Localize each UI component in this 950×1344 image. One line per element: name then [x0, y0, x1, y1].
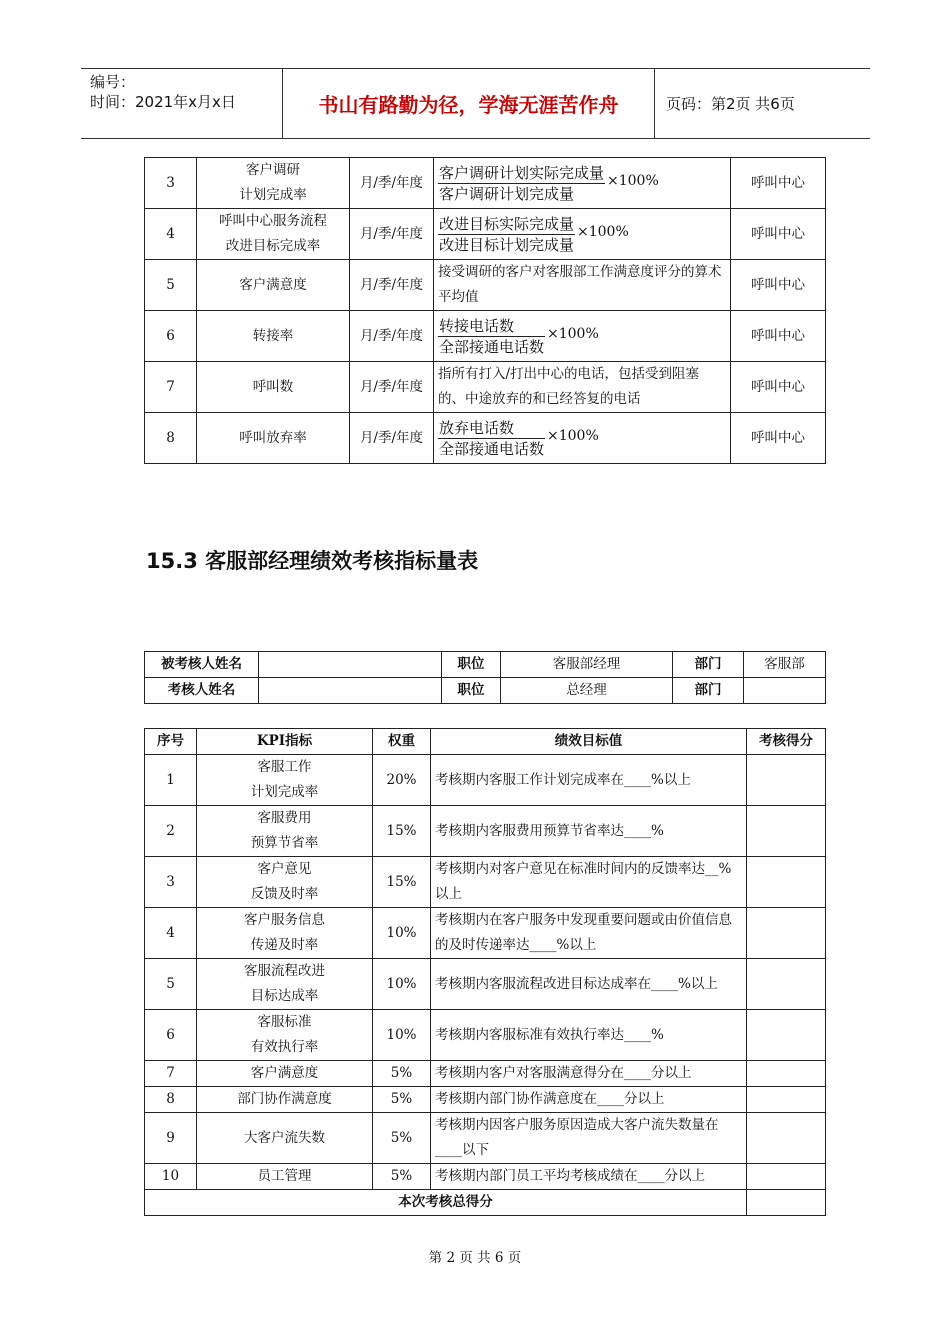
indicator-name [197, 260, 350, 311]
kpi-name [197, 1010, 373, 1061]
total-row [145, 1190, 826, 1216]
number-label: 编号： [90, 73, 136, 91]
indicator-name-line: 客户满意度 [239, 276, 307, 293]
indicator-row [145, 209, 826, 260]
info-row-assessor [145, 678, 826, 704]
indicator-name [197, 158, 350, 209]
kpi-name-line: 传递及时率 [250, 937, 319, 953]
header-page-info: 页码：第2页 共6页 [666, 95, 795, 113]
kpi-weight: 10% [373, 959, 431, 1010]
indicator-name-line: 转接率 [252, 327, 294, 344]
assessment-period: 月/季/年度 [350, 158, 434, 209]
indicator-row [145, 158, 826, 209]
kpi-name [197, 755, 373, 806]
kpi-name-line: 客户意见 [257, 861, 312, 877]
kpi-target: 考核期内在客户服务中发现重要问题或由价值信息的及时传递率达____%以上 [431, 908, 747, 959]
denominator: 客户调研计划完成量 [439, 184, 575, 203]
kpi-weight: 10% [373, 908, 431, 959]
kpi-name [197, 908, 373, 959]
kpi-name-line: 反馈及时率 [250, 886, 319, 902]
kpi-name [197, 857, 373, 908]
assessment-period: 月/季/年度 [350, 311, 434, 362]
kpi-target: 考核期内因客户服务原因造成大客户流失数量在____以下 [431, 1113, 747, 1164]
multiplier: ×100% [547, 428, 599, 444]
kpi-target: 考核期内部门协作满意度在____分以上 [431, 1087, 747, 1113]
formula-cell [434, 311, 731, 362]
header-kpi: KPI指标 [197, 729, 373, 755]
indicator-name-line: 呼叫放弃率 [239, 429, 307, 446]
denominator: 全部接通电话数 [439, 337, 545, 356]
formula-cell [434, 209, 731, 260]
row-number: 4 [145, 209, 197, 260]
kpi-name-line: 客户满意度 [250, 1065, 319, 1081]
kpi-score [747, 1061, 826, 1087]
indicator-name [197, 362, 350, 413]
kpi-weight: 15% [373, 857, 431, 908]
formula-cell [434, 413, 731, 464]
indicator-name [197, 413, 350, 464]
kpi-row [145, 1061, 826, 1087]
info-value [259, 678, 442, 704]
kpi-target: 考核期内客服流程改进目标达成率在____%以上 [431, 959, 747, 1010]
kpi-weight: 10% [373, 1010, 431, 1061]
fraction-body [438, 163, 605, 204]
data-source: 呼叫中心 [731, 260, 826, 311]
formula-cell [434, 260, 731, 311]
indicator-row [145, 413, 826, 464]
kpi-row [145, 959, 826, 1010]
indicator-row [145, 311, 826, 362]
data-source: 呼叫中心 [731, 362, 826, 413]
header-target: 绩效目标值 [431, 729, 747, 755]
kpi-name [197, 1061, 373, 1087]
indicator-table [144, 157, 826, 464]
kpi-score [747, 857, 826, 908]
data-source: 呼叫中心 [731, 311, 826, 362]
kpi-table [144, 728, 826, 1216]
kpi-name-line: 有效执行率 [250, 1039, 319, 1055]
multiplier: ×100% [577, 224, 629, 240]
kpi-row [145, 1087, 826, 1113]
fraction-body [438, 316, 545, 357]
fraction-body [438, 418, 545, 459]
kpi-weight: 5% [373, 1087, 431, 1113]
kpi-name-line: 预算节省率 [250, 835, 319, 851]
formula-text: 指所有打入/打出中心的电话，包括受到阻塞的、中途放弃的和已经答复的电话 [438, 366, 700, 407]
kpi-number: 1 [145, 755, 197, 806]
indicator-row [145, 260, 826, 311]
kpi-score [747, 959, 826, 1010]
info-label: 部门 [673, 652, 744, 678]
kpi-weight: 5% [373, 1113, 431, 1164]
row-number: 8 [145, 413, 197, 464]
kpi-name-line: 部门协作满意度 [237, 1091, 332, 1107]
indicator-name [197, 311, 350, 362]
kpi-name-line: 员工管理 [257, 1168, 312, 1184]
kpi-row [145, 908, 826, 959]
info-value [259, 652, 442, 678]
page-footer: 第 2 页 共 6 页 [428, 1250, 522, 1266]
kpi-score [747, 806, 826, 857]
kpi-score [747, 1087, 826, 1113]
denominator: 全部接通电话数 [439, 439, 545, 458]
kpi-name [197, 1113, 373, 1164]
kpi-number: 3 [145, 857, 197, 908]
total-score [747, 1190, 826, 1216]
indicator-name-line: 呼叫中心服务流程 [219, 213, 327, 229]
kpi-header-row [145, 729, 826, 755]
fraction [438, 163, 659, 204]
kpi-row [145, 857, 826, 908]
formula-text: 接受调研的客户对客服部工作满意度评分的算术平均值 [438, 264, 722, 305]
info-value: 客服部 [744, 652, 826, 678]
info-row-assessee [145, 652, 826, 678]
denominator: 改进目标计划完成量 [439, 235, 575, 254]
info-label: 被考核人姓名 [145, 652, 259, 678]
indicator-name-line: 改进目标完成率 [225, 238, 321, 254]
kpi-number: 8 [145, 1087, 197, 1113]
kpi-row [145, 1010, 826, 1061]
header-score: 考核得分 [747, 729, 826, 755]
numerator: 转接电话数 [438, 316, 545, 337]
header-meta [81, 69, 283, 138]
indicator-row [145, 362, 826, 413]
fraction [438, 316, 599, 357]
row-number: 5 [145, 260, 197, 311]
kpi-name [197, 1164, 373, 1190]
data-source: 呼叫中心 [731, 209, 826, 260]
kpi-target: 考核期内客户对客服满意得分在____分以上 [431, 1061, 747, 1087]
kpi-score [747, 1010, 826, 1061]
kpi-score [747, 1164, 826, 1190]
section-title: 15.3 客服部经理绩效考核指标量表 [146, 549, 479, 573]
kpi-score [747, 1113, 826, 1164]
header-motto: 书山有路勤为径，学海无涯苦作舟 [283, 69, 655, 138]
info-label: 职位 [442, 678, 501, 704]
multiplier: ×100% [547, 326, 599, 342]
kpi-name-line: 客服标准 [257, 1014, 312, 1030]
header-weight: 权重 [373, 729, 431, 755]
formula-cell [434, 158, 731, 209]
kpi-name-line: 计划完成率 [250, 784, 319, 800]
info-value: 客服部经理 [501, 652, 673, 678]
kpi-name-line: 大客户流失数 [244, 1129, 325, 1146]
assessee-info-table [144, 651, 826, 704]
info-label: 职位 [442, 652, 501, 678]
kpi-row [145, 806, 826, 857]
kpi-number: 2 [145, 806, 197, 857]
kpi-name-line: 客服流程改进 [244, 963, 325, 979]
kpi-number: 6 [145, 1010, 197, 1061]
kpi-name-line: 客户服务信息 [244, 912, 325, 928]
info-value: 总经理 [501, 678, 673, 704]
row-number: 6 [145, 311, 197, 362]
kpi-weight: 5% [373, 1164, 431, 1190]
data-source: 呼叫中心 [731, 158, 826, 209]
total-label: 本次考核总得分 [145, 1190, 747, 1216]
data-source: 呼叫中心 [731, 413, 826, 464]
page-header [81, 68, 870, 139]
indicator-name-line: 客户调研 [246, 162, 300, 178]
kpi-weight: 5% [373, 1061, 431, 1087]
kpi-row [145, 755, 826, 806]
kpi-row [145, 1164, 826, 1190]
kpi-name [197, 1087, 373, 1113]
indicator-name-line: 呼叫数 [252, 378, 294, 395]
assessment-period: 月/季/年度 [350, 209, 434, 260]
kpi-target: 考核期内部门员工平均考核成绩在____分以上 [431, 1164, 747, 1190]
kpi-name [197, 806, 373, 857]
indicator-name-line: 计划完成率 [239, 187, 307, 203]
kpi-row [145, 1113, 826, 1164]
assessment-period: 月/季/年度 [350, 362, 434, 413]
kpi-name-line: 客服费用 [257, 810, 312, 826]
kpi-score [747, 908, 826, 959]
kpi-name [197, 959, 373, 1010]
info-label: 部门 [673, 678, 744, 704]
kpi-target: 考核期内客服标准有效执行率达____% [431, 1010, 747, 1061]
assessment-period: 月/季/年度 [350, 260, 434, 311]
multiplier: ×100% [607, 173, 659, 189]
numerator: 客户调研计划实际完成量 [439, 163, 605, 182]
kpi-target: 考核期内客服工作计划完成率在____%以上 [431, 755, 747, 806]
kpi-number: 7 [145, 1061, 197, 1087]
kpi-number: 9 [145, 1113, 197, 1164]
numerator: 改进目标实际完成量 [439, 214, 575, 233]
formula-cell [434, 362, 731, 413]
kpi-score [747, 755, 826, 806]
indicator-name [197, 209, 350, 260]
header-no: 序号 [145, 729, 197, 755]
row-number: 3 [145, 158, 197, 209]
kpi-number: 4 [145, 908, 197, 959]
kpi-name-line: 目标达成率 [250, 988, 319, 1004]
fraction-body [438, 214, 575, 255]
kpi-weight: 20% [373, 755, 431, 806]
numerator: 放弃电话数 [438, 418, 545, 439]
kpi-target: 考核期内对客户意见在标准时间内的反馈率达__%以上 [431, 857, 747, 908]
kpi-number: 5 [145, 959, 197, 1010]
info-label: 考核人姓名 [145, 678, 259, 704]
fraction [438, 418, 599, 459]
info-value [744, 678, 826, 704]
time-label: 时间：2021年x月x日 [90, 93, 236, 111]
kpi-name-line: 客服工作 [257, 759, 312, 775]
fraction [438, 214, 629, 255]
kpi-number: 10 [145, 1164, 197, 1190]
assessment-period: 月/季/年度 [350, 413, 434, 464]
kpi-weight: 15% [373, 806, 431, 857]
kpi-target: 考核期内客服费用预算节省率达____% [431, 806, 747, 857]
row-number: 7 [145, 362, 197, 413]
